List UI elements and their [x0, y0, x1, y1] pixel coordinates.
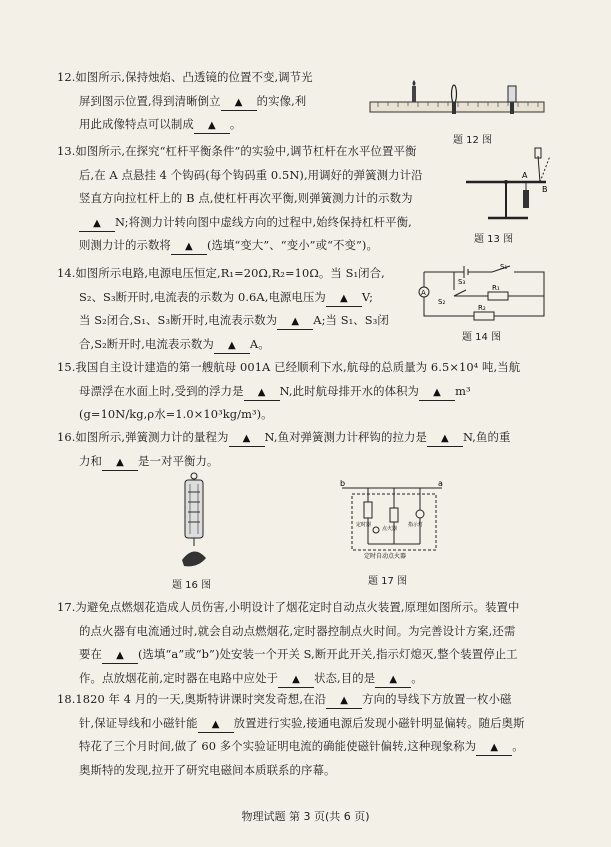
q13-line-5: 则测力计的示数将 ▲ (选填“变大”、“变小”或“不变”)。 — [57, 234, 423, 258]
q15-line-1: 15.我国自主设计建造的第一艘航母 001A 已经顺利下水,航母的总质量为 6.5×10⁴ 吨,当航 — [57, 360, 521, 374]
q18-line-4: 奥斯特的发现,拉开了研究电磁间本质联系的序幕。 — [79, 762, 336, 777]
answer-blank[interactable]: ▲ — [375, 671, 411, 688]
answer-blank[interactable]: ▲ — [221, 94, 257, 111]
page-footer: 物理试题 第 3 页(共 6 页) — [241, 810, 370, 823]
fig17-timer-label: 定时器 — [356, 522, 372, 528]
q13-line-1: 13.如图所示,在探究“杠杆平衡条件”的实验中,调节杠杆在水平位置平衡 — [57, 144, 417, 158]
answer-blank[interactable]: ▲ — [476, 739, 512, 756]
figure-14-caption: 题 14 图 — [462, 332, 502, 343]
question-17 — [57, 596, 520, 690]
answer-blank[interactable]: ▲ — [214, 337, 250, 354]
question-14 — [57, 262, 389, 356]
q16-line-2: 力和 ▲ 是一对平衡力。 — [57, 450, 510, 474]
answer-blank[interactable]: ▲ — [198, 716, 234, 733]
q17-line-3: 要在 ▲ (选填“a”或“b”)处安装一个开关 S,断开此开关,指示灯熄灭,整个装置停止工 — [57, 643, 520, 667]
fig17-box-label: 定时自动点火器 — [364, 553, 407, 560]
q17-line-2: 的点火器有电流通过时,就会自动点燃烟花,定时器控制点火时间。为完善设计方案,还需 — [79, 623, 516, 638]
answer-blank[interactable]: ▲ — [278, 671, 314, 688]
answer-blank[interactable]: ▲ — [244, 384, 280, 401]
answer-blank[interactable]: ▲ — [277, 313, 313, 330]
q18-line-3: 特花了三个月时间,做了 60 多个实验证明电流的确能使磁针偏转,这种现象称为 ▲ 。 — [57, 735, 525, 759]
answer-blank[interactable]: ▲ — [427, 430, 463, 447]
q13-line-4: ▲ N;将测力计转向图中虚线方向的过程中,始终保持杠杆平衡, — [57, 211, 423, 235]
answer-blank[interactable]: ▲ — [326, 290, 362, 307]
switch-s1-label: S₁ — [500, 263, 508, 271]
q12-line-2: 屏到图示位置,得到清晰倒立 ▲ 的实像,利 — [57, 90, 313, 114]
answer-blank[interactable]: ▲ — [171, 238, 207, 255]
fig17-label-b: b — [340, 480, 346, 488]
q16-line-1: 16.如图所示,弹簧测力计的量程为 ▲ N,鱼对弹簧测力计秤钩的拉力是 ▲ N,鱼的重 — [57, 426, 510, 450]
q13-line-2: 后,在 A 点悬挂 4 个钩码(每个钩码重 0.5N),用调好的弹簧测力计沿 — [79, 167, 423, 182]
figure-13-lever — [462, 146, 558, 226]
q14-line-2: S₂、S₃断开时,电流表的示数为 0.6A,电源电压为 ▲ V; — [57, 286, 389, 310]
lever-label-a: A — [522, 171, 528, 180]
resistor-r2-label: R₂ — [478, 304, 486, 312]
q14-line-3: 当 S₂闭合,S₁、S₃断开时,电流表示数为 ▲ A;当 S₁、S₃闭 — [57, 309, 389, 333]
q14-line-1: 14.如图所示电路,电源电压恒定,R₁=20Ω,R₂=10Ω。当 S₁闭合, — [57, 266, 385, 280]
question-13 — [57, 140, 423, 258]
lever-label-b: B — [542, 185, 548, 194]
question-18 — [57, 688, 525, 782]
figure-13-caption: 题 13 图 — [474, 234, 514, 245]
answer-blank[interactable]: ▲ — [419, 384, 455, 401]
figure-14-circuit — [414, 260, 554, 326]
q18-line-1: 18.1820 年 4 月的一天,奥斯特讲课时突发奇想,在沿 ▲ 方向的导线下方放置一枚小磁 — [57, 688, 525, 712]
answer-blank[interactable]: ▲ — [102, 454, 138, 471]
q12-line-1: 12.如图所示,保持烛焰、凸透镜的位置不变,调节光 — [57, 70, 313, 84]
q15-line-2: 母漂浮在水面上时,受到的浮力是 ▲ N,此时航母排开水的体积为 ▲ m³ — [57, 380, 520, 404]
q13-line-3: 竖直方向拉杠杆上的 B 点,使杠杆再次平衡,则弹簧测力计的示数为 — [79, 191, 413, 205]
question-12 — [57, 66, 313, 137]
switch-s3-label: S₃ — [458, 278, 466, 286]
question-16 — [57, 426, 510, 473]
figure-16-caption: 题 16 图 — [172, 580, 212, 591]
figure-16-spring-scale — [172, 472, 216, 572]
q18-line-2: 针,保证导线和小磁针能 ▲ 放置进行实验,接通电源后发现小磁针明显偏转。随后奥斯 — [57, 712, 525, 736]
fig17-lamp-label: 指示灯 — [408, 522, 424, 528]
q15-line-3: (g=10N/kg,ρ水=1.0×10³kg/m³)。 — [79, 407, 273, 421]
q17-line-1: 17.为避免点燃烟花造成人员伤害,小明设计了烟花定时自动点火装置,原理如图所示。装置中 — [57, 600, 520, 614]
fig17-igniter-label: 点火器 — [382, 526, 398, 532]
switch-s2-label: S₂ — [438, 298, 446, 306]
ammeter-label: A — [421, 289, 426, 297]
q12-line-3: 用此成像特点可以制成 ▲ 。 — [57, 113, 313, 137]
answer-blank[interactable]: ▲ — [229, 430, 265, 447]
answer-blank[interactable]: ▲ — [102, 647, 138, 664]
figure-12-optical-bench — [368, 80, 548, 128]
q14-line-4: 合,S₂断开时,电流表示数为 ▲ A。 — [57, 333, 389, 357]
resistor-r1-label: R₁ — [492, 284, 500, 292]
answer-blank[interactable]: ▲ — [194, 117, 230, 134]
figure-17-caption: 题 17 图 — [368, 576, 408, 587]
answer-blank[interactable]: ▲ — [326, 692, 362, 709]
fig17-label-a: a — [438, 480, 443, 488]
question-15 — [57, 356, 520, 427]
figure-17-circuit — [338, 480, 448, 562]
q17-line-4: 作。点放烟花前,定时器在电路中应处于 ▲ 状态,目的是 ▲ 。 — [57, 667, 520, 691]
answer-blank[interactable]: ▲ — [79, 215, 115, 232]
figure-12-caption: 题 12 图 — [453, 135, 493, 146]
